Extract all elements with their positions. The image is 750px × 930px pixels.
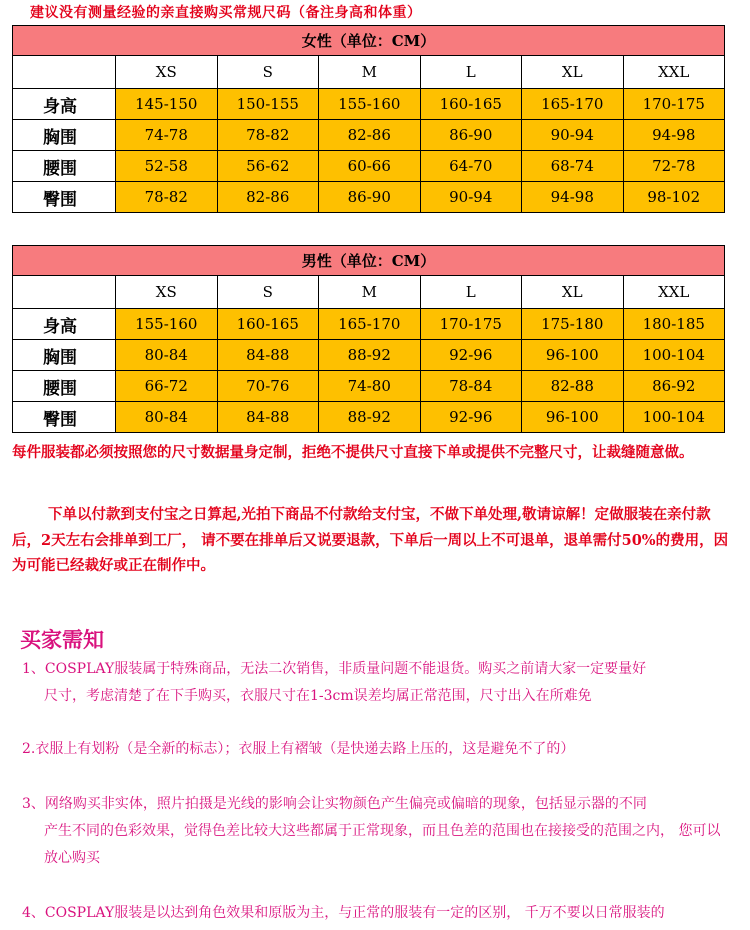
size-header: S [217,276,319,309]
buyer-notice-item [22,791,730,872]
size-value: 98-102 [623,182,725,213]
size-value: 68-74 [522,151,624,182]
men-table-title: 男性（单位：CM） [13,246,725,276]
women-row-hip [13,182,725,213]
women-title-row [13,26,725,56]
header-blank-cell [13,56,116,89]
size-value: 70-76 [217,371,319,402]
size-header: XL [522,56,624,89]
size-value: 80-84 [116,402,218,433]
size-value: 86-90 [420,120,522,151]
row-label: 身高 [13,309,116,340]
header-blank-cell [13,276,116,309]
size-header: XL [522,276,624,309]
men-size-table [12,245,725,433]
size-value: 88-92 [319,402,421,433]
size-header: XXL [623,276,725,309]
notice-line: 2.衣服上有划粉（是全新的标志）；衣服上有褶皱（是快递去路上压的，这是避免不了的） [22,741,575,757]
women-row-height [13,89,725,120]
size-header: XS [116,56,218,89]
size-value: 175-180 [522,309,624,340]
row-label: 胸围 [13,120,116,151]
notice-continuation: 产生不同的色彩效果，觉得色差比较大这些都属于正常现象，而且色差的范围也在接接受的范围之内， 您可以放心购买 [44,823,721,866]
size-value: 100-104 [623,340,725,371]
size-value: 92-96 [420,340,522,371]
size-value: 155-160 [319,89,421,120]
size-value: 90-94 [420,182,522,213]
size-value: 96-100 [522,340,624,371]
refund-notice: 下单以付款到支付宝之日算起,光拍下商品不付款给支付宝，不做下单处理,敬请谅解！定做服装在亲付款后，2天左右会排单到工厂， 请不要在排单后又说要退款，下单后一周以上不可退单，退单需付50%的费用，因为可能已经裁好或正在制作中。 [12,506,729,574]
size-value: 84-88 [217,340,319,371]
size-header: S [217,56,319,89]
size-value: 90-94 [522,120,624,151]
size-value: 145-150 [116,89,218,120]
size-value: 86-92 [623,371,725,402]
size-value: 165-170 [319,309,421,340]
men-row-chest [13,340,725,371]
size-value: 160-165 [420,89,522,120]
size-value: 88-92 [319,340,421,371]
men-header-row [13,276,725,309]
size-value: 60-66 [319,151,421,182]
men-row-hip [13,402,725,433]
buyer-notice-title: 买家需知 [20,628,104,652]
women-size-table [12,25,725,213]
notice-line: 4、COSPLAY服装是以达到角色效果和原版为主，与正常的服装有一定的区别， 千万不要以日常服装的 [22,905,665,921]
row-label: 臀围 [13,182,116,213]
size-value: 80-84 [116,340,218,371]
size-value: 82-86 [217,182,319,213]
buyer-notice-item [22,736,730,763]
size-value: 170-175 [420,309,522,340]
size-value: 78-82 [116,182,218,213]
row-label: 臀围 [13,402,116,433]
size-header: L [420,276,522,309]
row-label: 腰围 [13,371,116,402]
row-label: 身高 [13,89,116,120]
men-title-row [13,246,725,276]
size-value: 64-70 [420,151,522,182]
size-value: 56-62 [217,151,319,182]
custom-notice: 每件服装都必须按照您的尺寸数据量身定制，拒绝不提供尺寸直接下单或提供不完整尺寸，让裁缝随意做。 [12,444,694,461]
size-header: M [319,56,421,89]
size-value: 96-100 [522,402,624,433]
size-header: L [420,56,522,89]
row-label: 腰围 [13,151,116,182]
size-value: 150-155 [217,89,319,120]
size-value: 155-160 [116,309,218,340]
size-value: 82-86 [319,120,421,151]
size-value: 78-82 [217,120,319,151]
notice-line: 1、COSPLAY服装属于特殊商品，无法二次销售，非质量问题不能退货。购买之前请大家一定要量好 [22,661,647,677]
size-value: 165-170 [522,89,624,120]
buyer-notice-item [22,900,730,927]
size-value: 86-90 [319,182,421,213]
size-value: 170-175 [623,89,725,120]
women-table-title: 女性（单位：CM） [13,26,725,56]
men-row-waist [13,371,725,402]
buyer-notice-item [22,656,730,710]
size-value: 74-78 [116,120,218,151]
size-header: XS [116,276,218,309]
size-value: 74-80 [319,371,421,402]
size-value: 160-165 [217,309,319,340]
size-value: 66-72 [116,371,218,402]
size-value: 52-58 [116,151,218,182]
women-header-row [13,56,725,89]
size-value: 92-96 [420,402,522,433]
size-value: 94-98 [522,182,624,213]
notice-continuation: 尺寸，考虑清楚了在下手购买，衣服尺寸在1-3cm误差均属正常范围，尺寸出入在所难免 [44,688,592,704]
size-value: 78-84 [420,371,522,402]
men-row-height [13,309,725,340]
size-value: 94-98 [623,120,725,151]
size-value: 84-88 [217,402,319,433]
size-value: 100-104 [623,402,725,433]
notice-line: 3、网络购买非实体，照片拍摄是光线的影响会让实物颜色产生偏亮或偏暗的现象，包括显示器的不同 [22,796,647,812]
row-label: 胸围 [13,340,116,371]
women-row-waist [13,151,725,182]
size-header: XXL [623,56,725,89]
size-value: 180-185 [623,309,725,340]
size-header: M [319,276,421,309]
size-value: 82-88 [522,371,624,402]
top-note: 建议没有测量经验的亲直接购买常规尺码（备注身高和体重） [30,5,422,21]
women-row-chest [13,120,725,151]
size-value: 72-78 [623,151,725,182]
